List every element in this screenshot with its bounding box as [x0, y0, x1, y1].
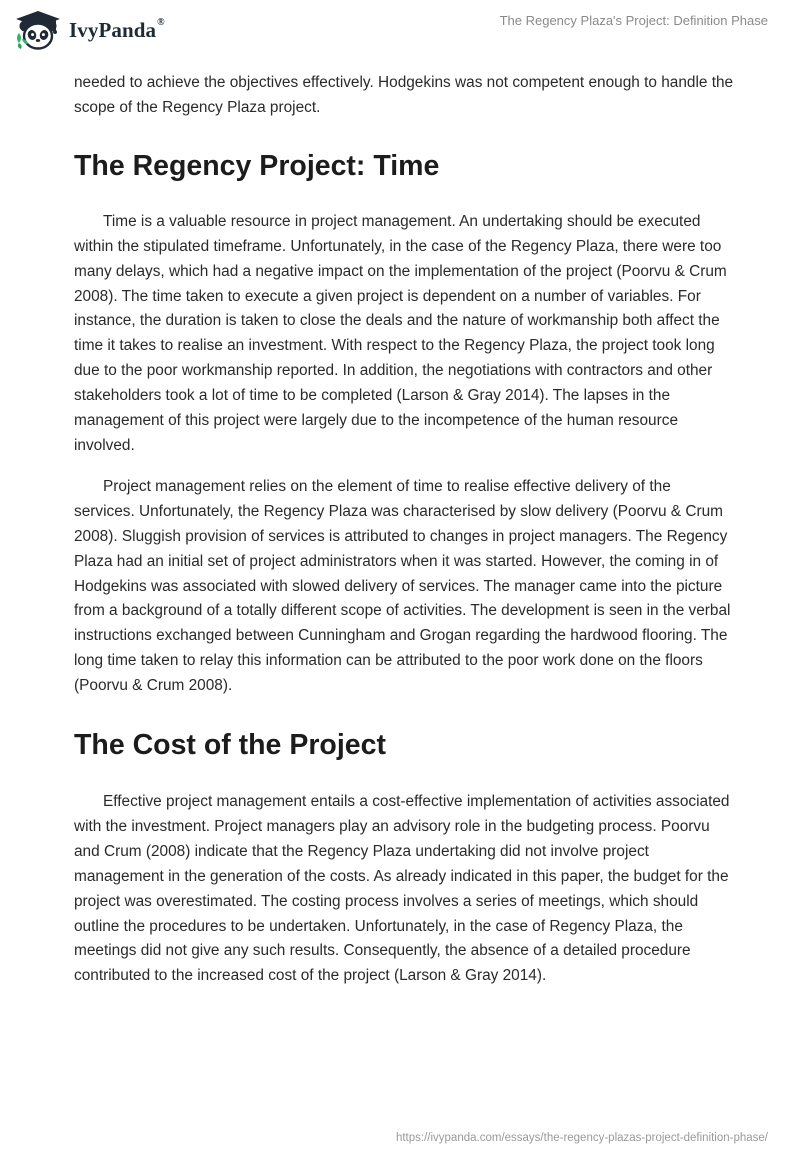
page-header: [0, 0, 800, 62]
panda-graduate-icon: [14, 9, 62, 51]
section-heading-time: The Regency Project: Time: [74, 149, 440, 182]
document-title: The Regency Plaza's Project: Definition Phase: [499, 13, 768, 28]
time-paragraph-2: Project management relies on the element of time to realise effective delivery of the services. Unfortunately, the Regency Plaza was characterised by slow delivery (Poorvu & Crum 2008). Sluggish provision of services is attributed to changes in project managers. The Regency Plaza had an initial set of project administrators when it was started. However, the coming in of Hodgekins was associated with slowed delivery of services. The manager came into the picture from a background of a totally different scope of activities. The development is seen in the verbal instructions exchanged between Cunningham and Grogan regarding the hardwood flooring. The long time taken to relay this information can be attributed to the poor work done on the floors (Poorvu & Crum 2008).: [74, 477, 731, 695]
footer-source-url[interactable]: https://ivypanda.com/essays/the-regency-plazas-project-definition-phase/: [395, 1132, 768, 1144]
cost-paragraph-1: Effective project management entails a cost-effective implementation of activities associated with the investment. Project managers play an advisory role in the budgeting process. Poorvu and Crum (2008) indicate that the Regency Plaza undertaking did not involve project management in the generation of the costs. As already indicated in this paper, the budget for the project was overestimated. The costing process involves a series of meetings, which should outline the procedures to be undertaken. Unfortunately, in the case of Regency Plaza, the meetings did not give any such results. Consequently, the absence of a detailed procedure contributed to the increased cost of the project (Larson & Gray 2014).: [74, 793, 730, 985]
essay-content: [74, 71, 734, 989]
brand-name: IvyPanda®: [69, 16, 165, 42]
time-paragraph-1: Time is a valuable resource in project management. An undertaking should be executed within the stipulated timeframe. Unfortunately, in the case of the Regency Plaza, there were too many delays, which had a negative impact on the implementation of the project (Poorvu & Crum 2008). The time taken to execute a given project is dependent on a number of variables. For instance, the duration is taken to close the deals and the nature of workmanship both affect the time it takes to realise an investment. With respect to the Regency Plaza, the project took long due to the poor workmanship reported. In addition, the negotiations with contractors and other stakeholders took a lot of time to be completed (Larson & Gray 2014). The lapses in the management of this project were largely due to the incompetence of the human resource involved.: [74, 212, 727, 454]
intro-paragraph: needed to achieve the objectives effectively. Hodgekins was not competent enough to handle the scope of the Regency Plaza project.: [74, 74, 734, 116]
registered-mark: ®: [157, 16, 165, 28]
section-heading-cost: The Cost of the Project: [74, 729, 386, 762]
ivypanda-logo[interactable]: [14, 9, 165, 51]
